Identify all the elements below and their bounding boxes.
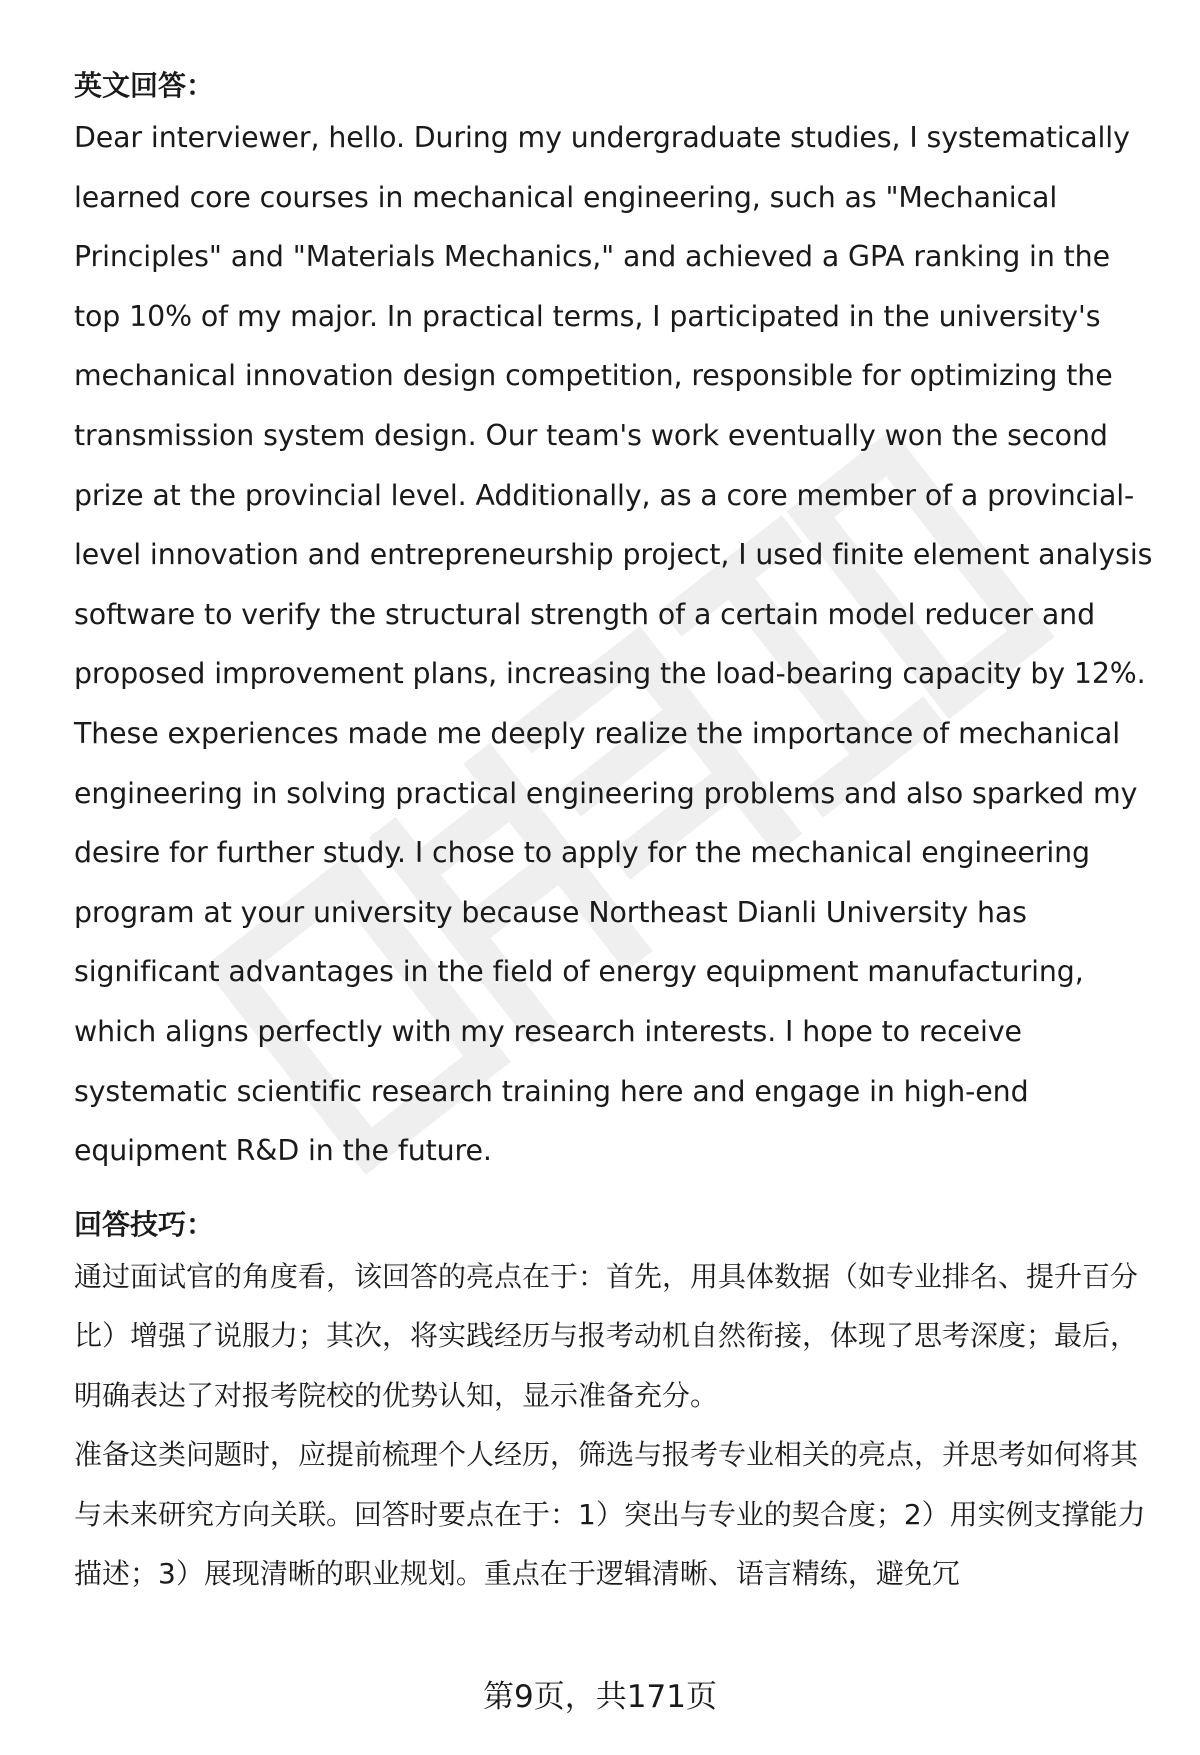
answer-heading: 英文回答： [74, 69, 215, 102]
tips-paragraph-1: 通过面试官的角度看，该回答的亮点在于：首先，用具体数据（如专业排名、提升百分比）增强了说服力；其次，将实践经历与报考动机自然衔接，体现了思考深度；最后，明确表达了对报考院校的优势认知，显示准备充分。 [74, 1259, 1139, 1412]
page-number: 第9页，共171页 [483, 1679, 717, 1715]
page-content [74, 64, 1154, 1604]
tips-paragraph-2: 准备这类问题时，应提前梳理个人经历，筛选与报考专业相关的亮点，并思考如何将其与未来研究方向关联。回答时要点在于：1）突出与专业的契合度；2）用实例支撑能力描述；3）展现清晰的职业规划。重点在于逻辑清晰、语言精练，避免冗 [74, 1438, 1146, 1591]
answer-text: Dear interviewer, hello. During my undergraduate studies, I systematically learned core courses in mechanical engineering, such as "Mechanical Principles" and "Materials Mechanics," and achieved a GPA ranking in the top 10% of my major. In practical terms, I participated in the university's mechanical innovation design competition, responsible for optimizing the transmission system design. Our team's work eventually won the second prize at the provincial level. Additionally, as a core member of a provincial-level innovation and entrepreneurship project, I used finite element analysis software to verify the structural strength of a certain model reducer and proposed improvement plans, increasing the load-bearing capacity by 12%. These experiences made me deeply realize the importance of mechanical engineering in solving practical engineering problems and also sparked my desire for further study. I chose to apply for the mechanical engineering program at your university because Northeast Dianli University has significant advantages in the field of energy equipment manufacturing, which aligns perfectly with my research interests. I hope to receive systematic scientific research training here and engage in high-end equipment R&D in the future. [74, 121, 1153, 1168]
tips-heading: 回答技巧： [74, 1207, 215, 1241]
